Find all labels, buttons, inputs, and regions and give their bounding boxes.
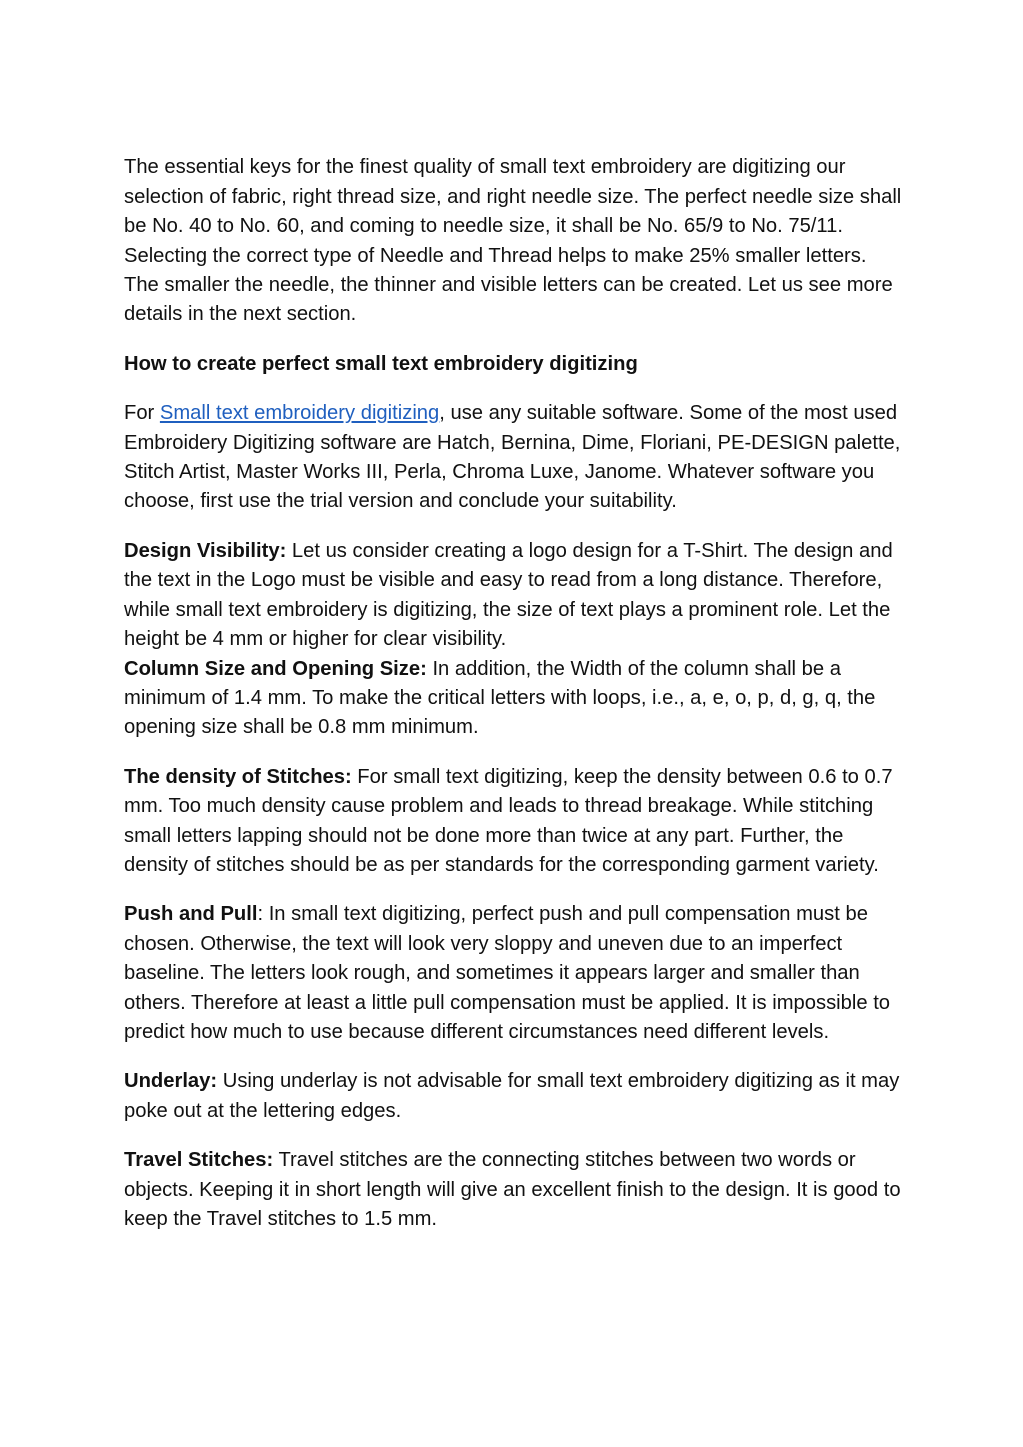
travel-stitches-label: Travel Stitches: [124,1149,274,1172]
intro-paragraph [124,124,904,330]
travel-stitches-paragraph [124,1146,904,1234]
density-text: For small text digitizing, keep the density between 0.6 to 0.7 mm. Too much density cause problem and leads to thread breakage. While stitching small letters lapping should not be done more than twice at any part. Further, the density of stitches should be as per standards for the corresponding garment variety. [124,765,893,876]
software-prefix: For [124,402,160,425]
small-text-digitizing-link[interactable]: Small text embroidery digitizing [159,402,440,425]
push-pull-label: Push and Pull [124,903,258,926]
software-text: , use any suitable software. Some of the most used Embroidery Digitizing software are Hatch, Bernina, Dime, Floriani, PE-DESIGN palette, Stitch Artist, Master Works III, Perla, Chroma Luxe, Janome. Whatever software you choose, first use the trial version and conclude your suitability. [124,402,901,513]
design-visibility-label: Design Visibility: [124,539,287,562]
density-paragraph [124,763,904,881]
software-paragraph [124,399,904,517]
travel-stitches-text: Travel stitches are the connecting stitches between two words or objects. Keeping it in short length will give an excellent finish to the design. It is good to keep the Travel stitches to 1.5 mm. [124,1149,901,1230]
underlay-label: Underlay: [124,1070,218,1093]
design-visibility-text: Let us consider creating a logo design for a T-Shirt. The design and the text in the Logo must be visible and easy to read from a long distance. Therefore, while small text embroidery is digitizing, the size of text plays a prominent role. Let the height be 4 mm or higher for clear visibility. [124,539,893,651]
section-heading: How to create perfect small text embroidery digitizing [124,352,638,375]
push-pull-paragraph [124,900,904,1047]
intro-text: The essential keys for the finest quality of small text embroidery are digitizing our selection of fabric, right thread size, and right needle size. The perfect needle size shall be No. 40 to No. 60, and coming to needle size, it shall be No. 65/9 to No. 75/11. Selecting the correct type of Needle and Thread helps to make 25% smaller letters. The smaller the needle, the thinner and visible letters can be created. Let us see more details in the next section. [124,156,902,326]
design-visibility-paragraph [124,537,904,655]
push-pull-text: : In small text digitizing, perfect push and pull compensation must be chosen. Otherwise, the text will look very sloppy and uneven due to an imperfect baseline. The letters look rough, and sometimes it appears larger and smaller than others. Therefore at least a little pull compensation must be applied. It is impossible to predict how much to use because different circumstances need different levels. [124,903,891,1043]
document-page [124,124,904,1254]
column-size-label: Column Size and Opening Size: [124,657,427,680]
column-size-text: In addition, the Width of the column shall be a minimum of 1.4 mm. To make the critical letters with loops, i.e., a, e, o, p, d, g, q, the opening size shall be 0.8 mm minimum. [124,657,876,739]
underlay-text: Using underlay is not advisable for small text embroidery digitizing as it may poke out at the lettering edges. [124,1070,900,1122]
column-size-paragraph [124,655,904,743]
density-label: The density of Stitches: [124,765,352,788]
underlay-paragraph [124,1067,904,1126]
